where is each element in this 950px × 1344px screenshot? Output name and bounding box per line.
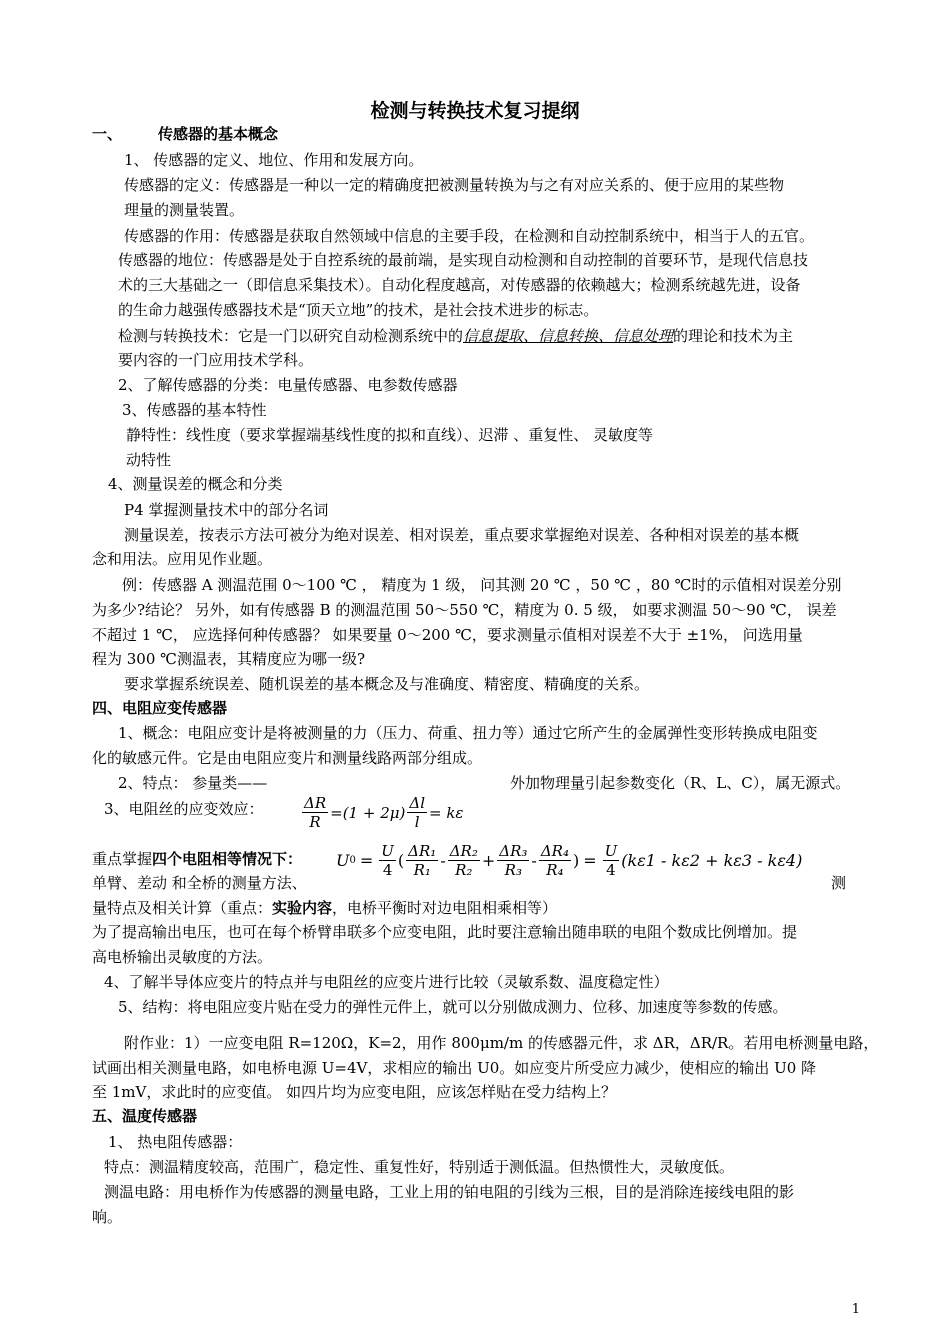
text-span: 量特点及相关计算（重点： xyxy=(92,899,273,917)
formula-text: - xyxy=(440,851,446,870)
text-line: P4 掌握测量技术中的部分名词 xyxy=(124,501,329,519)
numerator: ΔR xyxy=(304,794,327,812)
page-number: 1 xyxy=(851,1302,860,1317)
denominator: 4 xyxy=(606,861,616,879)
text-line: 高电桥输出灵敏度的方法。 xyxy=(92,948,273,966)
section-heading: 五、温度传感器 xyxy=(92,1107,198,1125)
denominator: R₂ xyxy=(455,861,473,879)
text-line: 4、了解半导体应变片的特点并与电阻丝的应变片进行比较（灵敏系数、温度稳定性） xyxy=(104,973,669,991)
text-line: 5、结构：将电阻应变片贴在受力的弹性元件上，就可以分别做成测力、位移、加速度等参数的传感。 xyxy=(118,998,788,1016)
numerator: ΔR₄ xyxy=(540,842,569,860)
formula-text: U xyxy=(336,851,350,870)
strain-effect-formula xyxy=(300,794,463,831)
text-line: 测量误差，按表示方法可被分为绝对误差、相对误差，重点要求掌握绝对误差、各种相对误差的基本概 xyxy=(124,526,800,544)
formula-text: = xyxy=(359,851,374,870)
numerator: ΔR₂ xyxy=(449,842,478,860)
text-line: 念和用法。应用见作业题。 xyxy=(92,550,273,568)
text-line: 特点：测温精度较高，范围广，稳定性、重复性好，特别适于测低温。但热惯性大，灵敏度低。 xyxy=(104,1158,735,1176)
text-line: 3、电阻丝的应变效应： xyxy=(104,800,264,818)
fraction xyxy=(603,842,620,879)
text-line: 1、 热电阻传感器： xyxy=(108,1133,243,1151)
text-line: 程为 300 ℃测温表，其精度应为哪一级? xyxy=(92,650,365,668)
text-span: 重点掌握 xyxy=(92,850,153,868)
section-heading: 传感器的基本概念 xyxy=(158,125,279,143)
fraction xyxy=(406,842,438,879)
text-line: 传感器的定义：传感器是一种以一定的精确度把被测量转换为与之有对应关系的、便于应用的某些物 xyxy=(124,176,785,194)
numerator: ΔR₁ xyxy=(408,842,437,860)
denominator: l xyxy=(414,813,420,831)
text-line xyxy=(118,326,793,346)
section-heading-number: 一、 xyxy=(92,125,123,143)
text-span: 检测与转换技术：它是一门以研究自动检测系统中的 xyxy=(118,327,464,345)
numerator: ΔR₃ xyxy=(499,842,528,860)
formula-text: ) xyxy=(572,851,580,870)
fraction xyxy=(379,842,396,879)
text-span: 的理论和技术为主 xyxy=(673,327,794,345)
fraction xyxy=(407,794,427,831)
bridge-output-formula xyxy=(336,842,802,879)
text-line: 不超过 1 ℃， 应选择何种传感器？ 如果要量 0～200 ℃，要求测量示值相对误差不大于 ±1%， 问选用量 xyxy=(92,626,803,644)
formula-text: - xyxy=(531,851,537,870)
denominator: R₃ xyxy=(504,861,522,879)
bold-text: 实验内容 xyxy=(272,899,333,917)
text-line: 要求掌握系统误差、随机误差的基本概念及与准确度、精密度、精确度的关系。 xyxy=(124,675,650,693)
fraction xyxy=(539,842,571,879)
text-line: 为多少?结论？ 另外，如有传感器 B 的测温范围 50～550 ℃，精度为 0. 5 级， 如要求测温 50～90 ℃， 误差 xyxy=(92,601,837,619)
fraction xyxy=(497,842,529,879)
formula-text: + xyxy=(481,851,496,870)
text-line: 测温电路：用电桥作为传感器的测量电路，工业上用的铂电阻的引线为三根，目的是消除连接线电阻的影 xyxy=(104,1183,795,1201)
text-line: 2、了解传感器的分类：电量传感器、电参数传感器 xyxy=(118,376,458,394)
text-line: 至 1mV，求此时的应变值。 如四片均为应变电阻，应该怎样贴在受力结构上？ xyxy=(92,1083,617,1101)
text-line: 例：传感器 A 测温范围 0～100 ℃ ， 精度为 1 级， 问其测 20 ℃ ，50 ℃ ，80 ℃时的示值相对误差分别 xyxy=(122,576,842,594)
text-line: 化的敏感元件。它是由电阻应变片和测量线路两部分组成。 xyxy=(92,749,483,767)
bold-text: 四个电阻相等情况下： xyxy=(152,850,303,868)
text-line: 测 xyxy=(831,874,847,892)
denominator: 4 xyxy=(382,861,393,879)
text-line: 4、测量误差的概念和分类 xyxy=(108,475,283,493)
text-line: 单臂、差动 和全桥的测量方法、 xyxy=(92,874,307,892)
text-line xyxy=(92,849,302,869)
text-line: 为了提高输出电压，也可在每个桥臂串联多个应变电阻，此时要注意输出随串联的电阻个数成比例增加。提 xyxy=(92,923,798,941)
numerator: U xyxy=(381,842,394,860)
text-line: 术的三大基础之一（即信息采集技术）。自动化程度越高，对传感器的依赖越大；检测系统越先进，设备 xyxy=(118,276,801,294)
text-line: 试画出相关测量电路，如电桥电源 U=4V，求相应的输出 U0。如应变片所受应力减少，使相应的输出 U0 降 xyxy=(92,1059,817,1077)
denominator: R xyxy=(309,813,321,831)
text-line: 1、 传感器的定义、地位、作用和发展方向。 xyxy=(124,151,424,169)
text-line: 传感器的地位：传感器是处于自控系统的最前端，是实现自动检测和自动控制的首要环节，是现代信息技 xyxy=(118,251,809,269)
fraction xyxy=(448,842,480,879)
text-line: 传感器的作用：传感器是获取自然领域中信息的主要手段，在检测和自动控制系统中，相当于人的五官。 xyxy=(124,227,815,245)
fraction xyxy=(302,794,328,831)
denominator: R₁ xyxy=(413,861,431,879)
text-line: 2、特点： 参量类—— xyxy=(118,774,268,792)
text-span: ，电桥平衡时对边电阻相乘相等） xyxy=(332,899,558,917)
text-line: 1、概念：电阻应变计是将被测量的力（压力、荷重、扭力等）通过它所产生的金属弹性变形转换成电阻变 xyxy=(118,724,818,742)
formula-text: (kε1 - kε2 + kε3 - kε4) xyxy=(621,851,803,870)
text-line: 静特性：线性度（要求掌握端基线性度的拟和直线）、迟滞 、重复性、 灵敏度等 xyxy=(126,426,654,444)
formula-text: = kε xyxy=(429,803,464,822)
text-line: 3、传感器的基本特性 xyxy=(122,401,267,419)
text-line: 附作业：1）一应变电阻 R=120Ω，K=2，用作 800μm/m 的传感器元件，求 ΔR，ΔR/R。若用电桥测量电路， xyxy=(124,1034,879,1052)
underlined-text: 信息提取、信息转换、信息处理 xyxy=(463,327,674,345)
page-title: 检测与转换技术复习提纲 xyxy=(370,100,580,122)
text-line: 响。 xyxy=(92,1208,123,1226)
numerator: Δl xyxy=(409,794,425,812)
text-line: 动特性 xyxy=(126,451,172,469)
formula-text: = xyxy=(583,851,597,870)
subscript: 0 xyxy=(349,855,356,866)
denominator: R₄ xyxy=(546,861,564,879)
formula-text: ( xyxy=(397,851,405,870)
text-line xyxy=(92,898,557,918)
text-line: 外加物理量引起参数变化（R、L、C），属无源式。 xyxy=(510,774,851,792)
section-heading: 四、电阻应变传感器 xyxy=(92,699,228,717)
text-line: 理量的测量装置。 xyxy=(124,201,245,219)
formula-text: =(1 + 2μ) xyxy=(330,803,406,822)
text-line: 的生命力越强传感器技术是“顶天立地”的技术，是社会技术进步的标志。 xyxy=(118,301,599,319)
numerator: U xyxy=(604,842,618,860)
text-line: 要内容的一门应用技术学科。 xyxy=(118,351,314,369)
